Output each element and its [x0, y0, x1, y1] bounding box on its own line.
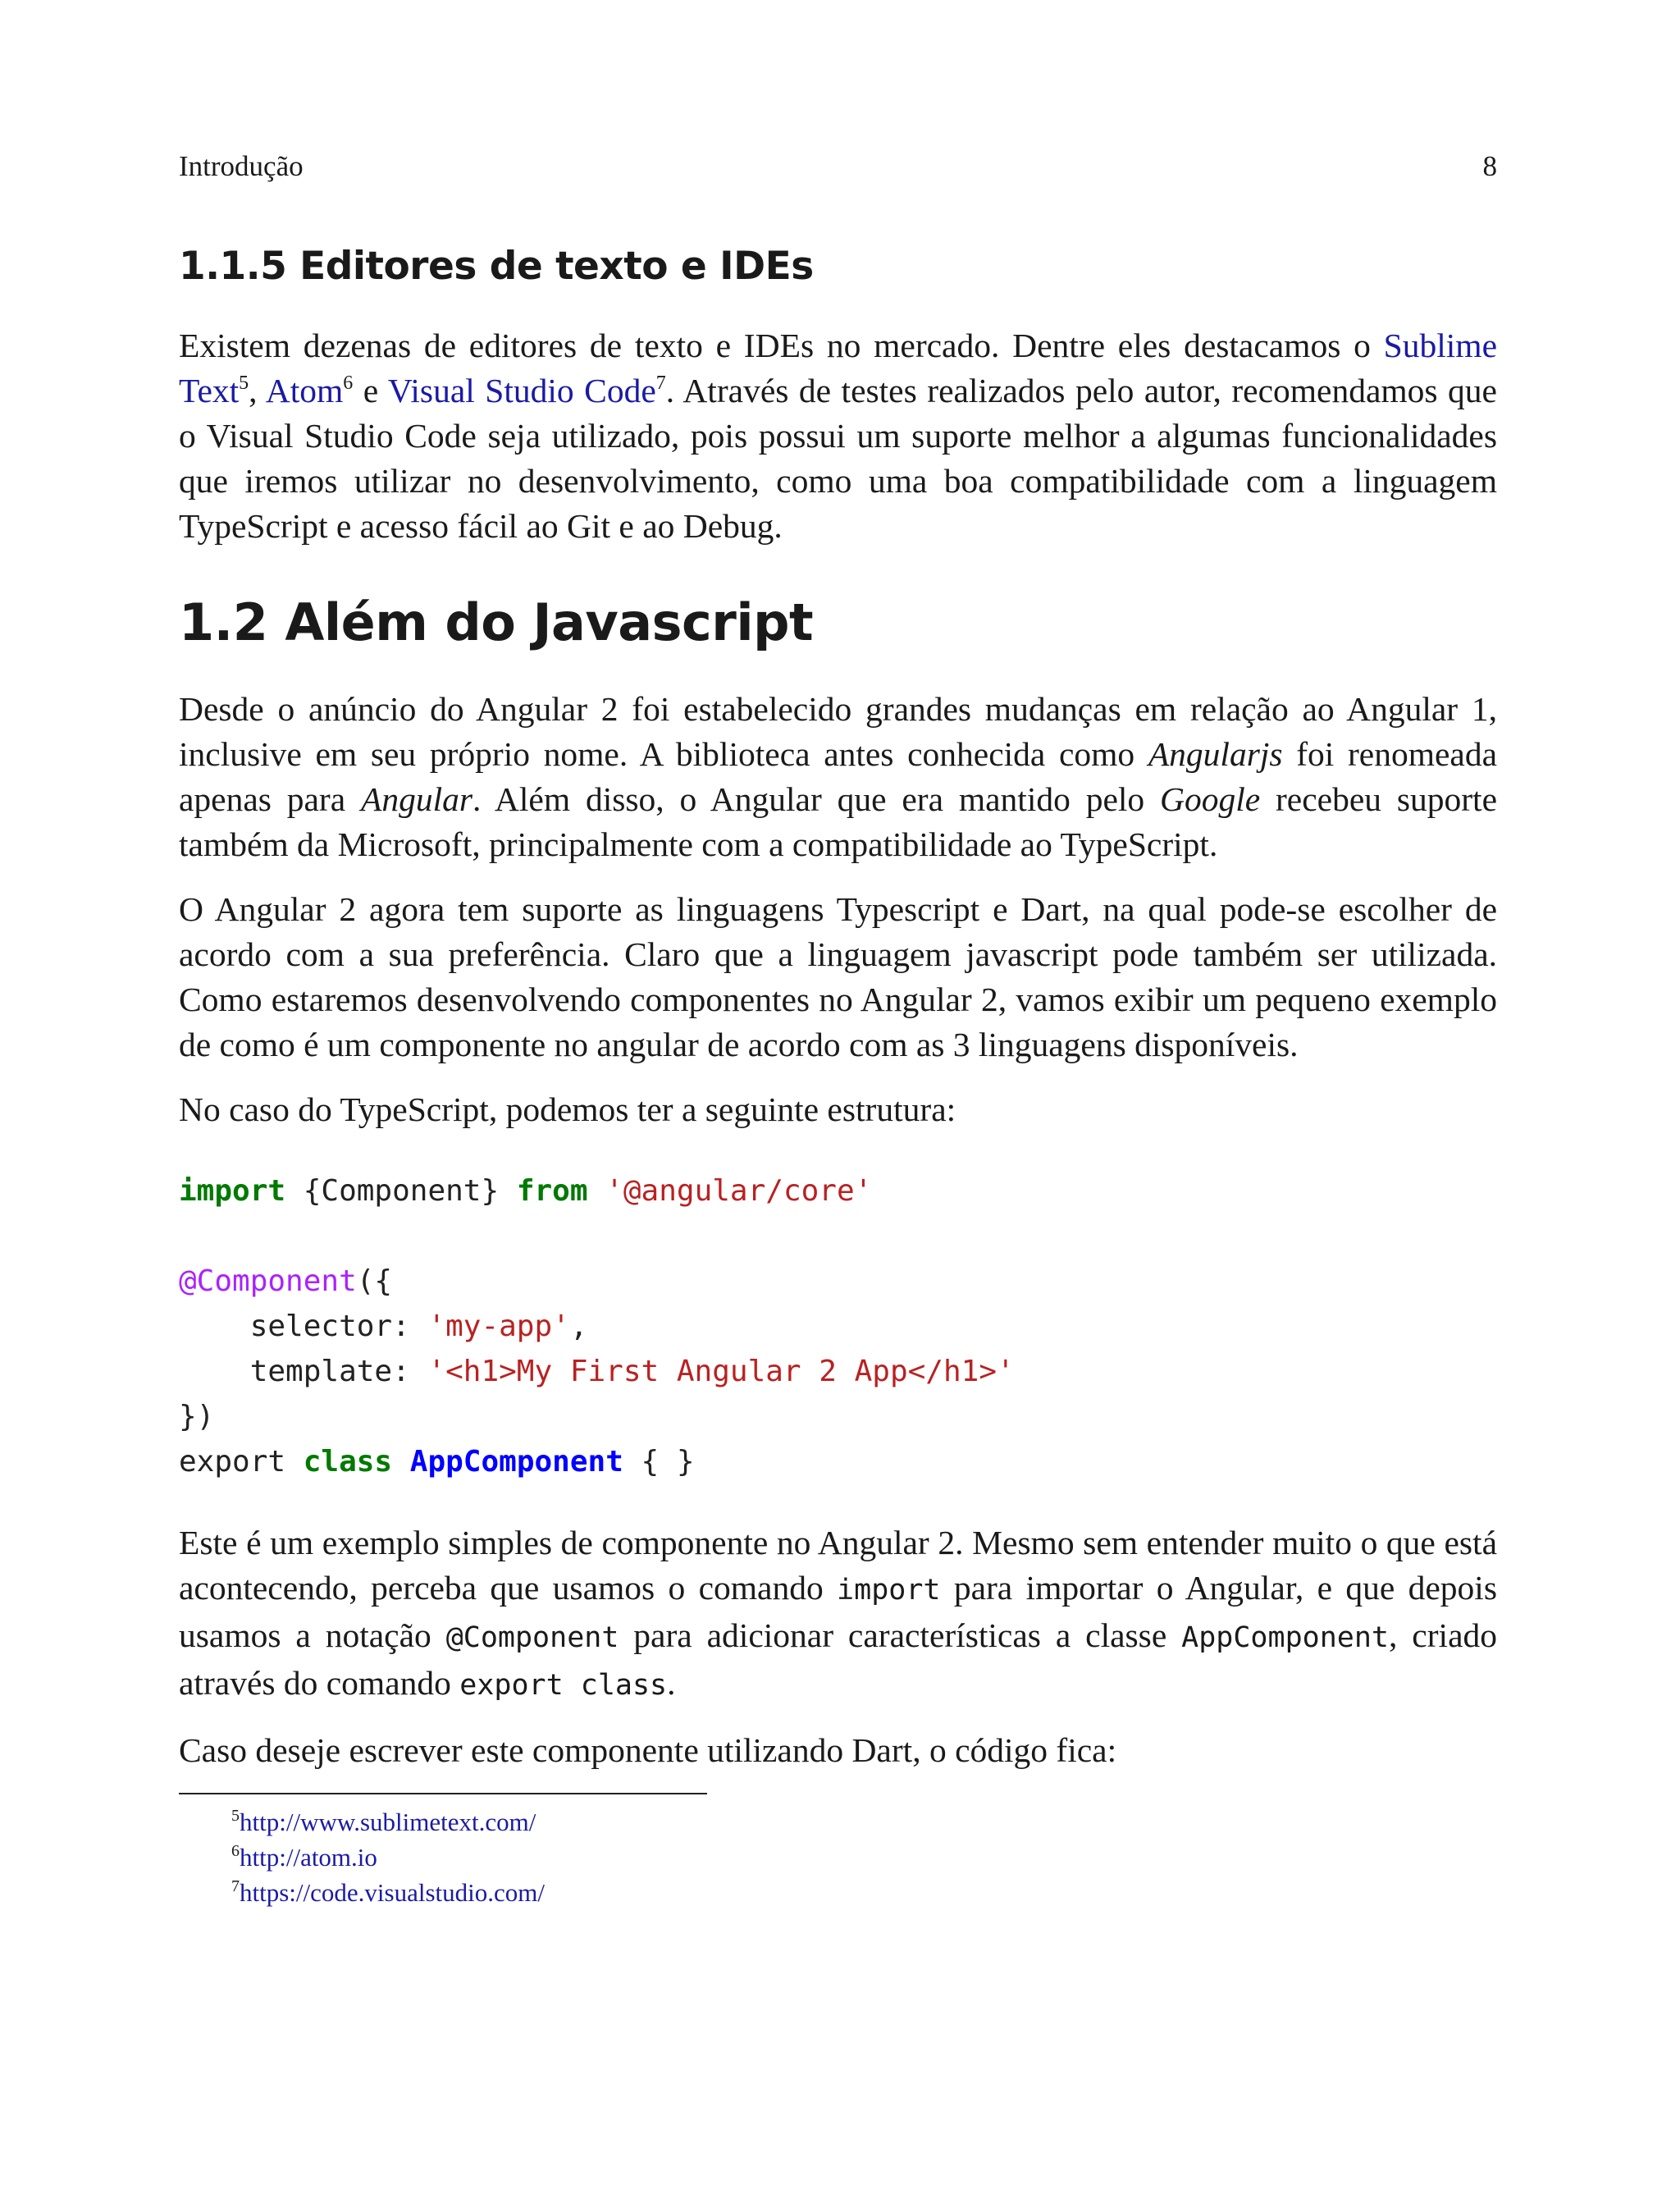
- paragraph-languages: O Angular 2 agora tem suporte as linguagens Typescript e Dart, na qual pode-se escolher de acordo com a sua preferência. Claro que a linguagem javascript pode também ser utilizada. Como estaremos desenvolvendo componentes no Angular 2, vamos exibir um pequeno exemplo de como é um componente no angular de acordo com as 3 linguagens disponíveis.: [179, 890, 1497, 1063]
- text-run: ,: [249, 372, 266, 409]
- footnote-number: 6: [231, 1842, 240, 1860]
- code-string: '@angular/core': [605, 1174, 873, 1208]
- footnote-7: [231, 1875, 1497, 1910]
- emphasis-google: Google: [1159, 780, 1261, 818]
- paragraph-component-explanation: [179, 1520, 1497, 1708]
- text-run: e: [353, 372, 388, 409]
- header-chapter-title: Introdução: [179, 150, 304, 182]
- footnote-link-vscode[interactable]: https://code.visualstudio.com/: [240, 1878, 545, 1907]
- page-body: [179, 238, 1497, 1910]
- paragraph-angular-history: [179, 687, 1497, 867]
- text-run: . Além disso, o Angular que era mantido pelo: [472, 780, 1160, 818]
- text-run: para importar o Angular, e que depois usamos a notação: [179, 1569, 1497, 1654]
- inline-code-appcomponent: AppComponent: [1181, 1621, 1390, 1654]
- text-run: .: [667, 1664, 676, 1702]
- link-visual-studio-code[interactable]: Visual Studio Code: [387, 372, 656, 409]
- paragraph-typescript-intro: No caso do TypeScript, podemos ter a seguinte estrutura:: [179, 1090, 956, 1128]
- inline-code-export-class: export class: [459, 1669, 668, 1702]
- text-run: Existem dezenas de editores de texto e IDEs no mercado. Dentre eles destacamos o: [179, 327, 1384, 364]
- text-run: recebeu suporte também da Microsoft, principalmente com a compatibilidade ao TypeScript.: [179, 780, 1497, 863]
- paragraph-editors: [179, 323, 1497, 549]
- code-text: selector:: [179, 1310, 428, 1343]
- text-run: Desde o anúncio do Angular 2 foi estabelecido grandes mudanças em relação ao Angular 1, inclusive em seu próprio nome. A biblioteca antes conhecida como: [179, 690, 1497, 773]
- page-number: 8: [1482, 150, 1497, 182]
- emphasis-angularjs: Angularjs: [1148, 735, 1283, 773]
- paragraph-dart-intro: Caso deseje escrever este componente utilizando Dart, o código fica:: [179, 1731, 1117, 1769]
- text-run: , criado através do comando: [179, 1616, 1497, 1702]
- code-block-typescript: [179, 1168, 1497, 1484]
- code-string: '<h1>My First Angular 2 App</h1>': [427, 1355, 1015, 1388]
- footnote-ref-5[interactable]: 5: [239, 373, 249, 394]
- footnote-ref-6[interactable]: 6: [343, 373, 354, 394]
- link-sublime-text[interactable]: Sublime Text: [179, 327, 1497, 409]
- text-run: . Através de testes realizados pelo autor, recomendamos que o Visual Studio Code seja utilizado, pois possui um suporte melhor a algumas funcionalidades que iremos utilizar no desenvolvimento, como uma boa compatibilidade com a linguagem TypeScript e acesso fácil ao Git e ao Debug.: [179, 372, 1497, 545]
- code-text: export: [179, 1445, 304, 1479]
- inline-code-component: @Component: [445, 1621, 619, 1654]
- footnote-number: 5: [231, 1807, 240, 1825]
- code-keyword: from: [516, 1174, 588, 1208]
- code-class-name: AppComponent: [409, 1445, 623, 1479]
- footnote-ref-7[interactable]: 7: [655, 373, 666, 394]
- code-text: }): [179, 1400, 215, 1433]
- code-string: 'my-app': [427, 1310, 570, 1343]
- code-text: {Component}: [285, 1174, 517, 1208]
- emphasis-angular: Angular: [360, 780, 473, 818]
- footnote-link-atom[interactable]: http://atom.io: [240, 1843, 377, 1872]
- footnote-6: [231, 1840, 1497, 1875]
- code-text: ({: [356, 1264, 393, 1298]
- code-text: template:: [179, 1355, 428, 1388]
- code-text: { }: [623, 1445, 695, 1479]
- link-atom[interactable]: Atom: [265, 372, 344, 409]
- footnotes: [179, 1804, 1497, 1910]
- footnote-5: [231, 1804, 1497, 1840]
- text-run: foi renomeada apenas para: [179, 735, 1497, 818]
- running-header: [179, 146, 1497, 187]
- footnote-link-sublime[interactable]: http://www.sublimetext.com/: [240, 1808, 536, 1836]
- code-text: [588, 1174, 606, 1208]
- section-heading-1-2: 1.2 Além do Javascript: [179, 592, 814, 652]
- code-keyword: class: [303, 1445, 393, 1479]
- inline-code-import: import: [837, 1574, 941, 1607]
- footnote-number: 7: [231, 1877, 240, 1895]
- text-run: Este é um exemplo simples de componente no Angular 2. Mesmo sem entender muito o que está acontecendo, perceba que usamos o comando: [179, 1524, 1497, 1607]
- section-heading-1-1-5: 1.1.5 Editores de texto e IDEs: [179, 244, 814, 289]
- footnote-divider: [179, 1793, 707, 1794]
- code-keyword: import: [179, 1174, 286, 1208]
- code-decorator: @Component: [179, 1264, 357, 1298]
- code-text: [392, 1445, 410, 1479]
- code-text: ,: [569, 1310, 588, 1343]
- text-run: para adicionar características a classe: [619, 1616, 1182, 1654]
